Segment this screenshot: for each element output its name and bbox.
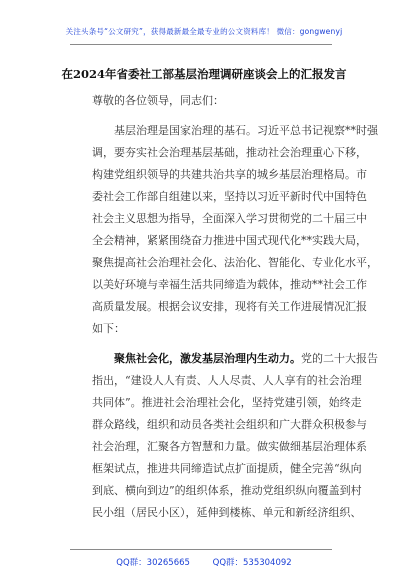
paragraph-line: 高质量发展。根据会议安排，现将有关工作进展情况汇报: [92, 300, 367, 313]
paragraph-line: 构建党组织领导的共建共治共享的城乡基层治理格局。市: [92, 168, 367, 181]
paragraph-line: 全会精神，紧紧围绕奋力推进中国式现代化**实践大局，: [92, 234, 367, 247]
document-title: 在2024年省委社工部基层治理调研座谈会上的汇报发言: [61, 67, 347, 81]
paragraph-line: 聚焦提高社会治理社会化、法治化、智能化、专业化水平，: [92, 256, 378, 269]
qq-group-2: QQ群：535304092: [212, 558, 292, 568]
paragraph-line: 框架试点，推进共同缔造试点扩面提质，健全完善“纵向: [92, 462, 362, 475]
footer-divider: [70, 549, 332, 550]
paragraph-1: [92, 120, 378, 340]
footer-qq-groups: [0, 556, 408, 568]
paragraph-line: 指出，“建设人人有责、人人尽责、人人享有的社会治理: [92, 374, 362, 387]
paragraph-2: [92, 348, 378, 524]
section-heading: 聚焦社会化，激发基层治理内生动力。: [114, 352, 301, 365]
paragraph-line: 委社会工作部自组建以来，坚持以习近平新时代中国特色: [92, 190, 367, 203]
salutation: 尊敬的各位领导，同志们：: [92, 94, 224, 107]
paragraph-line: 基层治理是国家治理的基石。习近平总书记视察**时强: [114, 124, 378, 137]
top-banner: 关注头条号“公文研究”，获得最新最全最专业的公文资料库！ 微信：gongwenyj: [65, 27, 343, 36]
paragraph-line: 如下：: [92, 322, 125, 335]
paragraph-line: 到底、横向到边”的组织体系，推动党组织纵向覆盖到村: [92, 484, 362, 497]
paragraph-line: [92, 348, 378, 370]
paragraph-line: 社会治理，汇聚各方智慧和力量。做实做细基层治理体系: [92, 440, 367, 453]
qq-group-1: QQ群：30265665: [116, 558, 190, 568]
header-divider: [70, 44, 332, 45]
paragraph-line: 共同体”。推进社会治理社会化，坚持党建引领，始终走: [92, 396, 362, 409]
paragraph-line: 以美好环境与幸福生活共同缔造为载体，推动**社会工作: [92, 278, 367, 291]
paragraph-line: 群众路线，组织和动员各类社会组织和广大群众积极参与: [92, 418, 367, 431]
paragraph-line: 社会主义思想为指导，全面深入学习贯彻党的二十届三中: [92, 212, 367, 225]
paragraph-line: 调，要夯实社会治理基层基础，推动社会治理重心下移，: [92, 146, 367, 159]
paragraph-text: 党的二十大报告: [301, 352, 378, 365]
paragraph-line: 民小组（居民小区），延伸到楼栋、单元和新经济组织、: [92, 506, 362, 519]
document-body: [92, 90, 378, 524]
